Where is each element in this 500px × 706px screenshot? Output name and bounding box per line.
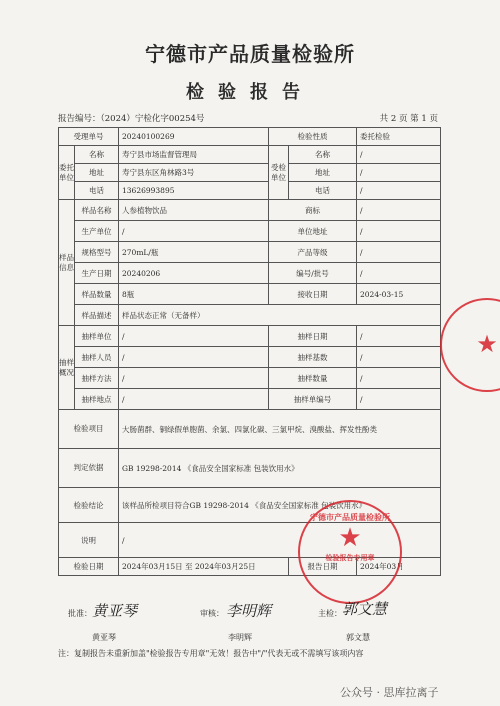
basis-label: 判定依据 <box>59 449 119 488</box>
approve-name: 黄亚琴 <box>92 633 116 642</box>
inspect-type-value: 委托检验 <box>357 128 441 146</box>
conclusion-value: 该样品所检项目符合GB 19298-2014 《食品安全国家标准 包装饮用水》 <box>119 488 441 523</box>
client-phone-value: 13626993895 <box>119 182 269 200</box>
sample-group-label: 样品信息 <box>59 200 75 326</box>
accept-no-label: 受理单号 <box>59 128 119 146</box>
table-row <box>59 164 441 182</box>
conclusion-label: 检验结论 <box>59 488 119 523</box>
period-label: 检验日期 <box>59 558 119 576</box>
table-row <box>59 284 441 305</box>
samp-place-label: 抽样地点 <box>75 389 119 410</box>
sampling-group-label: 抽样概况 <box>59 326 75 410</box>
samp-unit-label: 抽样单位 <box>75 326 119 347</box>
table-row <box>59 242 441 263</box>
table-row <box>59 128 441 146</box>
samp-base-label: 抽样基数 <box>269 347 357 368</box>
stamp-star-icon: ★ <box>338 523 362 553</box>
review-label: 审核： <box>200 609 224 618</box>
table-row <box>59 326 441 347</box>
inspected-addr-label: 地址 <box>289 164 357 182</box>
report-meta <box>58 112 438 124</box>
inspect-type-label: 检验性质 <box>269 128 357 146</box>
table-row <box>59 221 441 242</box>
sample-name-label: 样品名称 <box>75 200 119 221</box>
date-value: 20240206 <box>119 263 269 284</box>
items-label: 检验项目 <box>59 410 119 449</box>
inspected-phone-label: 电话 <box>289 182 357 200</box>
table-row <box>59 263 441 284</box>
inspected-addr-value: / <box>357 164 441 182</box>
main-label: 主检： <box>318 609 342 618</box>
samp-method-label: 抽样方法 <box>75 368 119 389</box>
stamp-seal: 检验报告专用章 <box>325 553 375 562</box>
unit-addr-label: 单位地址 <box>269 221 357 242</box>
remark-label: 说明 <box>59 523 119 558</box>
brand-label: 商标 <box>269 200 357 221</box>
report-table <box>58 127 441 576</box>
sample-name-value: 人参植物饮品 <box>119 200 269 221</box>
inspected-name-value: / <box>357 146 441 164</box>
client-addr-label: 地址 <box>75 164 119 182</box>
samp-no-label: 抽样单编号 <box>269 389 357 410</box>
inspected-name-label: 名称 <box>289 146 357 164</box>
table-row <box>59 449 441 488</box>
samp-base-value: / <box>357 347 441 368</box>
spec-label: 规格型号 <box>75 242 119 263</box>
issue-label: 报告日期 <box>289 558 357 576</box>
official-stamp <box>298 500 402 604</box>
samp-count-label: 抽样数量 <box>269 368 357 389</box>
desc-label: 样品描述 <box>75 305 119 326</box>
samp-unit-value: / <box>119 326 269 347</box>
period-value: 2024年03月15日 至 2024年03月25日 <box>119 558 289 576</box>
client-name-value: 寿宁县市场监督管理局 <box>119 146 269 164</box>
unit-addr-value: / <box>357 221 441 242</box>
qty-value: 8瓶 <box>119 284 269 305</box>
grade-label: 产品等级 <box>269 242 357 263</box>
review-name: 李明辉 <box>228 633 252 642</box>
grade-value: / <box>357 242 441 263</box>
footnote: 注：复制报告未重新加盖"检验报告专用章"无效！报告中"/"代表无或不需填写该项内容 <box>58 649 364 658</box>
recv-label: 接收日期 <box>269 284 357 305</box>
samp-no-value: / <box>357 389 441 410</box>
star-icon: ★ <box>476 330 498 358</box>
page-indicator: 共 2 页 第 1 页 <box>379 114 438 124</box>
table-row <box>59 200 441 221</box>
report-number: 报告编号：（2024）宁检化字00254号 <box>58 114 205 124</box>
client-phone-label: 电话 <box>75 182 119 200</box>
samp-method-value: / <box>119 368 269 389</box>
inspected-phone-value: / <box>357 182 441 200</box>
basis-value: GB 19298-2014 《食品安全国家标准 包装饮用水》 <box>119 449 441 488</box>
watermark: 公众号 · 思库拉离子 <box>340 686 439 699</box>
date-label: 生产日期 <box>75 263 119 284</box>
brand-value: / <box>357 200 441 221</box>
inspected-group-label: 受检单位 <box>269 146 289 200</box>
client-addr-value: 寿宁县东区角林路3号 <box>119 164 269 182</box>
approve-label: 批准： <box>68 609 92 618</box>
qty-label: 样品数量 <box>75 284 119 305</box>
accept-no-value: 20240100269 <box>119 128 269 146</box>
samp-place-value: / <box>119 389 269 410</box>
stamp-org: 宁德市产品质量检验所 <box>310 512 390 522</box>
items-value: 大肠菌群、铜绿假单胞菌、余氯、四氯化碳、三氯甲烷、溴酸盐、挥发性酚类 <box>119 410 441 449</box>
producer-value: / <box>119 221 269 242</box>
main-signature: 郭文慧 <box>342 600 388 618</box>
table-row <box>59 305 441 326</box>
samp-date-value: / <box>357 326 441 347</box>
table-row <box>59 182 441 200</box>
spec-value: 270mL/瓶 <box>119 242 269 263</box>
client-group-label: 委托单位 <box>59 146 75 200</box>
report-title: 检验报告 <box>186 82 314 103</box>
table-row <box>59 389 441 410</box>
recv-value: 2024-03-15 <box>357 284 441 305</box>
samp-person-label: 抽样人员 <box>75 347 119 368</box>
side-stamp <box>440 298 500 392</box>
table-row <box>59 410 441 449</box>
issue-value: 2024年03月 <box>357 558 441 576</box>
remark-value: / <box>119 523 441 558</box>
table-row <box>59 368 441 389</box>
samp-person-value: / <box>119 347 269 368</box>
table-row <box>59 347 441 368</box>
batch-value: / <box>357 263 441 284</box>
institute-name: 宁德市产品质量检验所 <box>145 42 355 66</box>
producer-label: 生产单位 <box>75 221 119 242</box>
main-name: 郭文慧 <box>346 633 370 642</box>
samp-date-label: 抽样日期 <box>269 326 357 347</box>
client-name-label: 名称 <box>75 146 119 164</box>
table-row <box>59 146 441 164</box>
approve-signature: 黄亚琴 <box>92 602 138 620</box>
batch-label: 编号/批号 <box>269 263 357 284</box>
samp-count-value: / <box>357 368 441 389</box>
review-signature: 李明辉 <box>226 602 272 620</box>
desc-value: 样品状态正常（无备样） <box>119 305 441 326</box>
